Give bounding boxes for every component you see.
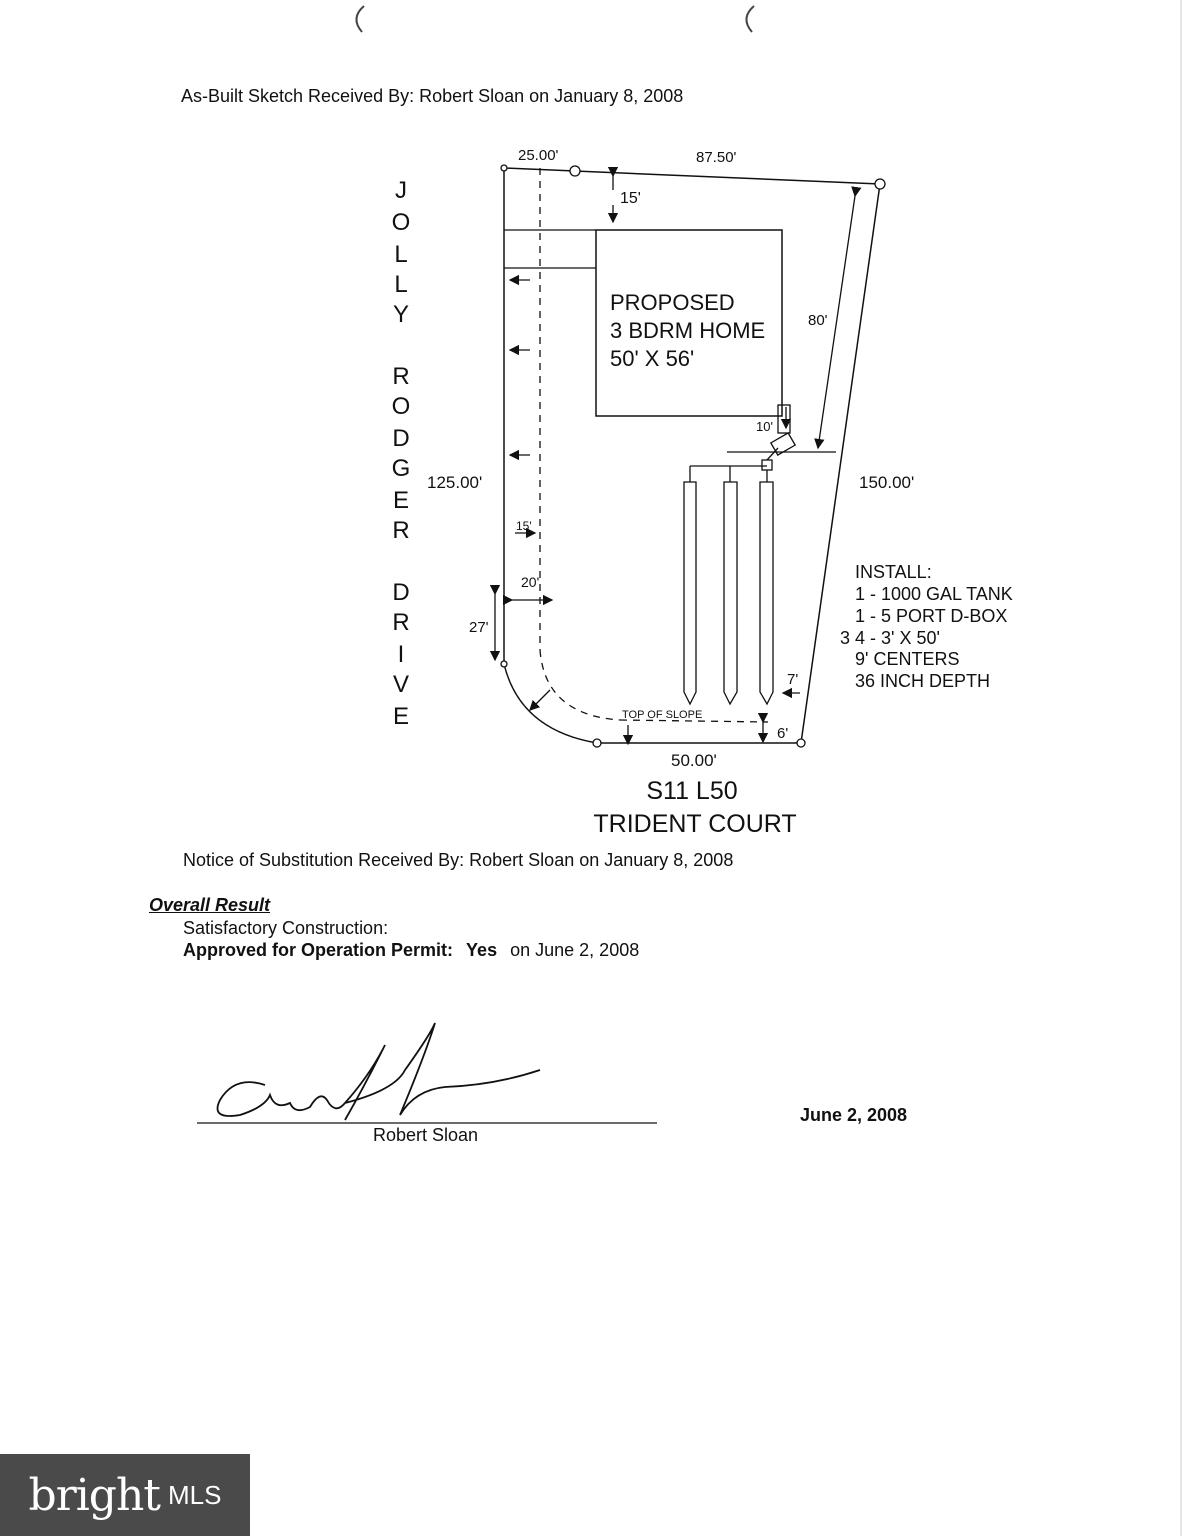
approved-value: Yes — [466, 940, 498, 960]
setback-line — [540, 168, 768, 722]
install-item-5: 36 INCH DEPTH — [855, 671, 991, 691]
septic-tank — [762, 405, 795, 470]
svg-text:E: E — [392, 487, 410, 514]
install-item-3: 3 4 - 3' X 50' — [840, 628, 940, 648]
svg-text:L: L — [394, 241, 408, 268]
svg-text:R: R — [392, 609, 410, 636]
svg-text:D: D — [392, 579, 410, 606]
satisfactory-line: Satisfactory Construction: — [183, 918, 389, 938]
svg-text:R: R — [392, 363, 410, 390]
street-name: TRIDENT COURT — [593, 810, 797, 838]
dim-left-side: 125.00' — [427, 473, 483, 492]
install-item-4: 9' CENTERS — [855, 649, 960, 669]
approved-line — [183, 940, 639, 961]
house-line-3: 50' X 56' — [610, 346, 695, 371]
slope-label: TOP OF SLOPE — [622, 709, 703, 721]
dim-10: 10' — [756, 419, 773, 434]
svg-text:J: J — [395, 177, 407, 204]
svg-text:V: V — [392, 671, 410, 698]
svg-text:L: L — [394, 271, 408, 298]
dim-top-right: 87.50' — [696, 149, 737, 166]
svg-text:D: D — [392, 425, 410, 452]
dim-20: 20' — [521, 574, 540, 590]
watermark-brand: bright — [28, 1469, 160, 1521]
dim-6: 6' — [777, 725, 789, 742]
signature-image — [195, 1015, 665, 1130]
dim-27: 27' — [469, 619, 489, 636]
house-line-2: 3 BDRM HOME — [610, 318, 766, 343]
dim-setback-top: 15' — [620, 190, 641, 207]
lot-id: S11 L50 — [646, 777, 738, 805]
svg-text:G: G — [391, 455, 411, 482]
overall-result-heading: Overall Result — [149, 895, 271, 915]
svg-text:O: O — [391, 393, 411, 420]
signature-date: June 2, 2008 — [800, 1105, 908, 1125]
svg-text:O: O — [391, 209, 411, 236]
corner-pins — [501, 165, 885, 747]
lot-boundary — [504, 168, 880, 743]
dim-7: 7' — [787, 671, 799, 688]
svg-text:R: R — [392, 517, 410, 544]
approved-date: on June 2, 2008 — [510, 940, 640, 960]
bright-mls-watermark — [0, 1454, 250, 1536]
svg-text:Y: Y — [392, 301, 410, 328]
sketch-received-line: As-Built Sketch Received By: Robert Sloan on January 8, 2008 — [181, 86, 684, 106]
dimension-arrows — [495, 176, 855, 744]
watermark-suffix: MLS — [168, 1479, 222, 1510]
install-item-1: 1 - 1000 GAL TANK — [855, 584, 1013, 604]
notice-line: Notice of Substitution Received By: Robert Sloan on January 8, 2008 — [183, 850, 734, 870]
house-line-1: PROPOSED — [610, 290, 735, 315]
install-title: INSTALL: — [855, 562, 932, 582]
svg-text:I: I — [397, 641, 405, 668]
driveway — [504, 230, 596, 268]
install-item-2: 1 - 5 PORT D-BOX — [855, 606, 1008, 626]
dim-top-left: 25.00' — [518, 147, 559, 164]
dim-bottom: 50.00' — [671, 751, 717, 770]
dim-80: 80' — [808, 312, 828, 329]
svg-text:E: E — [392, 703, 410, 730]
signer-name: Robert Sloan — [373, 1125, 479, 1145]
road-name — [392, 177, 411, 730]
dim-15-small: 15' — [516, 519, 532, 533]
dim-right-side: 150.00' — [859, 473, 915, 492]
drain-field — [684, 466, 773, 704]
approved-label: Approved for Operation Permit: — [183, 940, 454, 960]
